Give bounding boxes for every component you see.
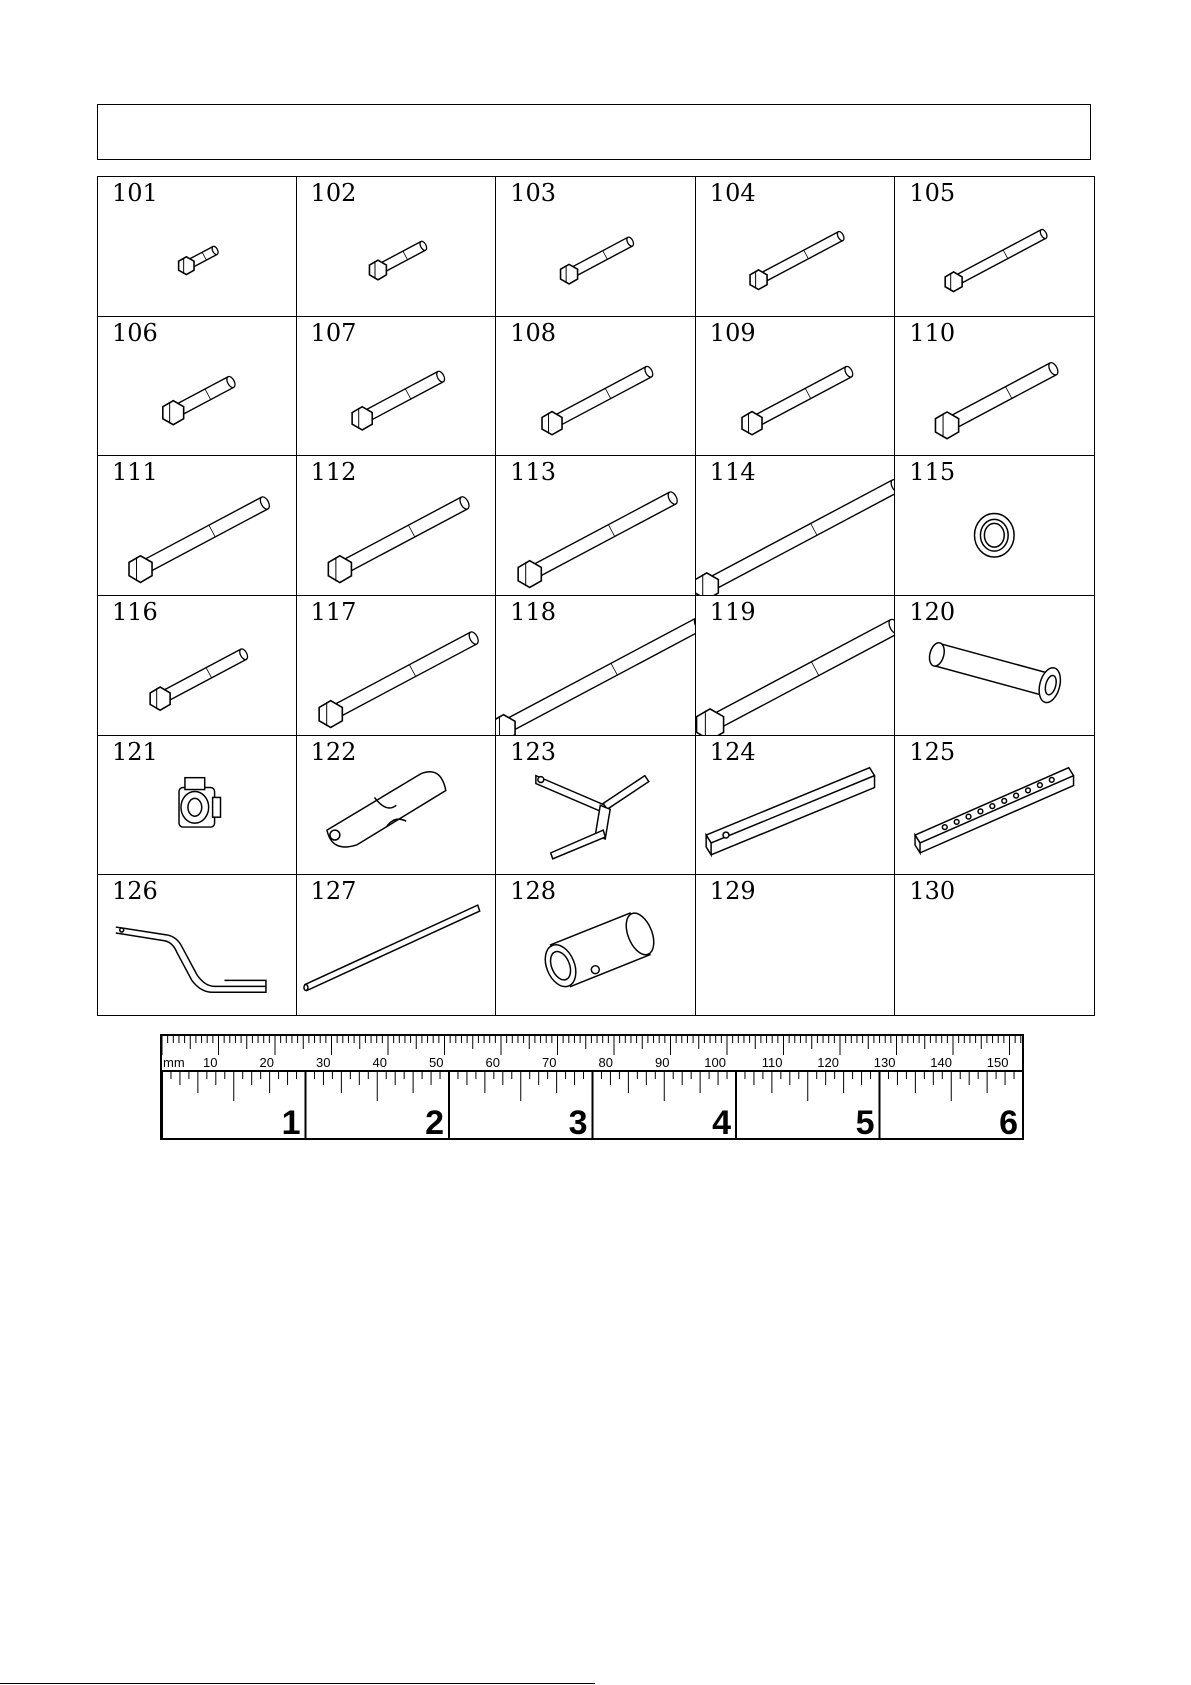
footer-line: [0, 1683, 595, 1684]
bolt-icon: [98, 456, 296, 595]
bolt-icon: [297, 317, 496, 456]
bolt-icon: [696, 177, 895, 316]
part-number: 121: [112, 737, 158, 766]
part-cell: [97, 596, 297, 736]
bolt-icon: [297, 177, 496, 316]
part-number: 128: [510, 877, 556, 906]
ruler-mm-label: 70: [542, 1055, 557, 1070]
part-number: 113: [510, 458, 556, 487]
part-cell: [297, 596, 497, 736]
part-cell: [496, 456, 696, 596]
part-number: 102: [310, 179, 357, 207]
ruler-mm-unit-label: mm: [163, 1055, 185, 1070]
part-cell: [696, 317, 896, 457]
barbell-collar-icon: [98, 736, 296, 875]
part-number: 126: [112, 877, 158, 906]
bolt-icon: [98, 317, 296, 456]
part-cell: [696, 736, 896, 876]
part-number: 119: [709, 598, 756, 626]
pull-handle-icon: [496, 736, 695, 875]
part-number: 104: [709, 179, 756, 207]
spacer-sleeve-icon: [496, 875, 695, 1015]
part-cell: [496, 177, 696, 317]
bolt-icon: [696, 317, 895, 456]
part-number: 124: [709, 737, 756, 766]
bolt-icon: [496, 456, 695, 595]
part-number: 108: [510, 318, 556, 347]
part-number: 114: [709, 458, 756, 487]
adjustment-tube-icon: [895, 736, 1094, 875]
part-number: 103: [510, 179, 556, 207]
part-cell: [895, 875, 1095, 1015]
part-number: 127: [310, 877, 357, 906]
bolt-icon: [496, 317, 695, 456]
ruler-mm-label: 110: [761, 1055, 783, 1070]
part-number: 110: [909, 318, 956, 347]
part-cell: [895, 177, 1095, 317]
part-cell: [895, 317, 1095, 457]
part-cell: [97, 177, 297, 317]
bolt-icon: [496, 177, 695, 316]
part-cell: [297, 456, 497, 596]
part-cell: [297, 317, 497, 457]
part-number: 122: [310, 737, 357, 766]
part-number: 115: [909, 458, 956, 487]
measurement-ruler: [160, 1034, 1024, 1140]
bolt-icon: [297, 456, 496, 595]
part-number: 106: [112, 318, 158, 347]
part-cell: [696, 875, 896, 1015]
part-number: 123: [510, 737, 556, 766]
ruler-mm-label: 130: [873, 1055, 896, 1070]
part-cell: [496, 736, 696, 876]
ruler-mm-label: 150: [986, 1055, 1009, 1070]
parts-grid: [97, 176, 1095, 1016]
part-number: 116: [112, 598, 158, 626]
part-cell: [297, 177, 497, 317]
part-number: 107: [310, 318, 357, 347]
part-number: 118: [510, 598, 556, 626]
title-box: [97, 104, 1091, 160]
part-number: 130: [909, 877, 956, 906]
ruler-mm-label: 10: [203, 1055, 218, 1070]
ruler-inch-label: 6: [999, 1104, 1018, 1140]
part-number: 125: [909, 737, 956, 766]
long-bolt-icon: [496, 596, 695, 735]
long-bolt-icon: [696, 456, 895, 595]
ruler-inch-label: 3: [568, 1104, 588, 1140]
ruler-mm-label: 30: [316, 1055, 331, 1070]
bolt-icon: [297, 596, 496, 735]
part-cell: [696, 456, 896, 596]
handle-grip-icon: [297, 736, 496, 875]
part-cell: [297, 875, 497, 1015]
part-number: 111: [112, 458, 158, 487]
ruler-mm-label: 120: [817, 1055, 839, 1070]
bolt-icon: [98, 596, 296, 735]
part-cell: [696, 177, 896, 317]
ruler-inch-label: 2: [425, 1104, 444, 1140]
ruler-mm-label: 40: [372, 1055, 387, 1070]
washer-ring-icon: [895, 456, 1094, 595]
ruler-mm-label: 60: [485, 1055, 500, 1070]
part-cell: [496, 875, 696, 1015]
ruler-mm-label: 50: [429, 1055, 444, 1070]
ruler-inch-label: 4: [712, 1104, 731, 1140]
part-cell: [297, 736, 497, 876]
ruler-mm-label: 100: [704, 1055, 726, 1070]
part-number: 105: [909, 179, 956, 207]
part-number: 112: [310, 458, 357, 487]
part-cell: [895, 456, 1095, 596]
bolt-icon: [895, 317, 1094, 456]
part-number: 120: [909, 598, 956, 626]
part-cell: [97, 456, 297, 596]
part-cell: [97, 736, 297, 876]
part-number: 129: [709, 877, 756, 906]
bent-bar-icon: [98, 875, 296, 1015]
part-number: 101: [112, 179, 158, 207]
part-number: 117: [310, 598, 357, 626]
pin-sleeve-icon: [895, 596, 1094, 735]
long-bolt-icon: [696, 596, 895, 735]
rod-icon: [297, 875, 496, 1015]
part-cell: [696, 596, 896, 736]
part-cell: [97, 317, 297, 457]
part-cell: [496, 317, 696, 457]
square-tube-icon: [696, 736, 895, 875]
bolt-icon: [895, 177, 1094, 316]
short-bolt-icon: [98, 177, 296, 316]
ruler-mm-label: 140: [930, 1055, 952, 1070]
part-cell: [97, 875, 297, 1015]
part-number: 109: [709, 318, 756, 347]
part-cell: [895, 736, 1095, 876]
ruler-inch-label: 5: [855, 1104, 875, 1140]
ruler-inch-label: 1: [281, 1104, 301, 1140]
ruler-mm-label: 80: [598, 1055, 613, 1070]
ruler-mm-label: 90: [655, 1055, 670, 1070]
part-cell: [895, 596, 1095, 736]
part-cell: [496, 596, 696, 736]
ruler-mm-label: 20: [259, 1055, 274, 1070]
